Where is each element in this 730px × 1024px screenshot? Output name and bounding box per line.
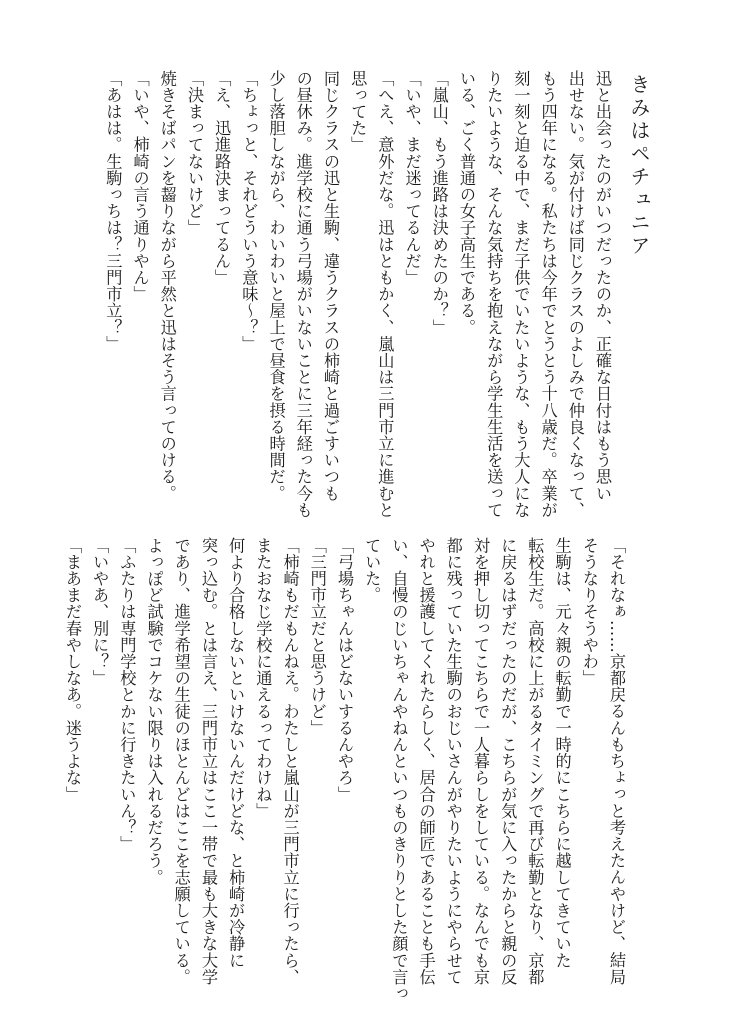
text-line: 「いや、柿崎の言う通りやん」 bbox=[130, 70, 150, 303]
text-line: 「柿崎もだもんねえ。わたしと嵐山が三門市立に行ったら、 bbox=[280, 537, 300, 986]
text-line: 「三門市立だと思うけど」 bbox=[307, 537, 327, 737]
text-line: 思ってた」 bbox=[348, 70, 368, 153]
text-line: 焼きそばパンを齧りながら平然と迅はそう言ってのける。 bbox=[157, 70, 177, 502]
text-line: 「ちょっと、それどういう意味～？」 bbox=[239, 70, 259, 353]
text-line: 同じクラスの迅と生駒、違うクラスの柿崎と過ごすいつも bbox=[320, 70, 340, 502]
text-line: 少し落胆しながら、わいわいと屋上で昼食を摂る時間だ。 bbox=[266, 70, 286, 502]
text-line: 突っ込む。とは言え、三門市立はここ一帯で最も大きな大学 bbox=[198, 537, 218, 986]
text-line: そうなりそうやわ」 bbox=[579, 537, 599, 687]
text-line: 「弓場ちゃんはどないするんやろ」 bbox=[334, 537, 354, 803]
upper-text-block bbox=[99, 70, 616, 519]
text-line: 「あはは。生駒っちは？三門市立？」 bbox=[103, 70, 123, 353]
text-line: 転校生だ。高校に上がるタイミングで再び転勤となり、京都 bbox=[525, 537, 545, 986]
text-line: い、自慢のじいちゃんやねんといつものきりりとした顔で言っ bbox=[389, 537, 409, 1002]
text-line: 「ふたりは専門学校とかに行きたいん？」 bbox=[117, 537, 137, 853]
text-line: に戻るはずだったのだが、こちらが気に入ったからと親の反 bbox=[498, 537, 518, 986]
text-line: 刻一刻と迫る中で、まだ子供でいたいような、もう大人にな bbox=[511, 70, 531, 519]
text-line: 「いやあ、別に？」 bbox=[90, 537, 110, 687]
story-title: きみはペチュニア bbox=[627, 74, 651, 258]
text-line: やれと援護してくれたらしく、居合の師匠であることも手伝 bbox=[416, 537, 436, 986]
lower-text-block bbox=[59, 537, 630, 1002]
text-line: ていた。 bbox=[362, 537, 382, 604]
text-line: 都に残っていた生駒のおじいさんがやりたいようにやらせて bbox=[443, 537, 463, 986]
text-line: 「それなぁ……京都戻るんもちょっと考えたんやけど、結局 bbox=[607, 537, 626, 986]
text-line: 「へえ、意外だな。迅はともかく、嵐山は三門市立に進むと bbox=[375, 70, 395, 519]
text-line: 「え、迅進路決まってるん」 bbox=[212, 70, 232, 286]
text-line: りたいような、そんな気持ちを抱えながら学生生活を送って bbox=[484, 70, 504, 519]
text-line: 何より合格しないといけないんだけどな、と柿崎が冷静に bbox=[226, 537, 246, 969]
text-line: 「いや、まだ迷ってるんだ」 bbox=[402, 70, 422, 286]
text-line: 生駒は、元々親の転勤で一時的にこちらに越してきていた bbox=[552, 537, 572, 969]
text-line: いる、ごく普通の女子高生である。 bbox=[456, 70, 476, 336]
text-line: の昼休み。進学校に通う弓場がいないことに三年経った今も bbox=[293, 70, 313, 519]
text-line: であり、進学希望の生徒のほとんどはここを志願している。 bbox=[171, 537, 191, 986]
text-line: 対を押し切ってこちらで一人暮らしをしている。なんでも京 bbox=[470, 537, 490, 986]
text-line: 「嵐山、もう進路は決めたのか？」 bbox=[429, 70, 449, 336]
text-line: 迅と出会ったのがいつだったのか、正確な日付はもう思い bbox=[593, 70, 612, 502]
text-line: 「まあまだ春やしなあ。迷うよな」 bbox=[62, 537, 82, 803]
text-line: 出せない。気が付けば同じクラスのよしみで仲良くなって、 bbox=[565, 70, 585, 519]
text-line: 「決まってないけど」 bbox=[184, 70, 204, 236]
text-line: よっぽど試験でコケない限りは入れるだろう。 bbox=[144, 537, 164, 886]
text-line: もう四年になる。私たちは今年でとうとう十八歳だ。卒業が bbox=[538, 70, 558, 519]
text-line: またおなじ学校に通えるってわけね」 bbox=[253, 537, 273, 820]
